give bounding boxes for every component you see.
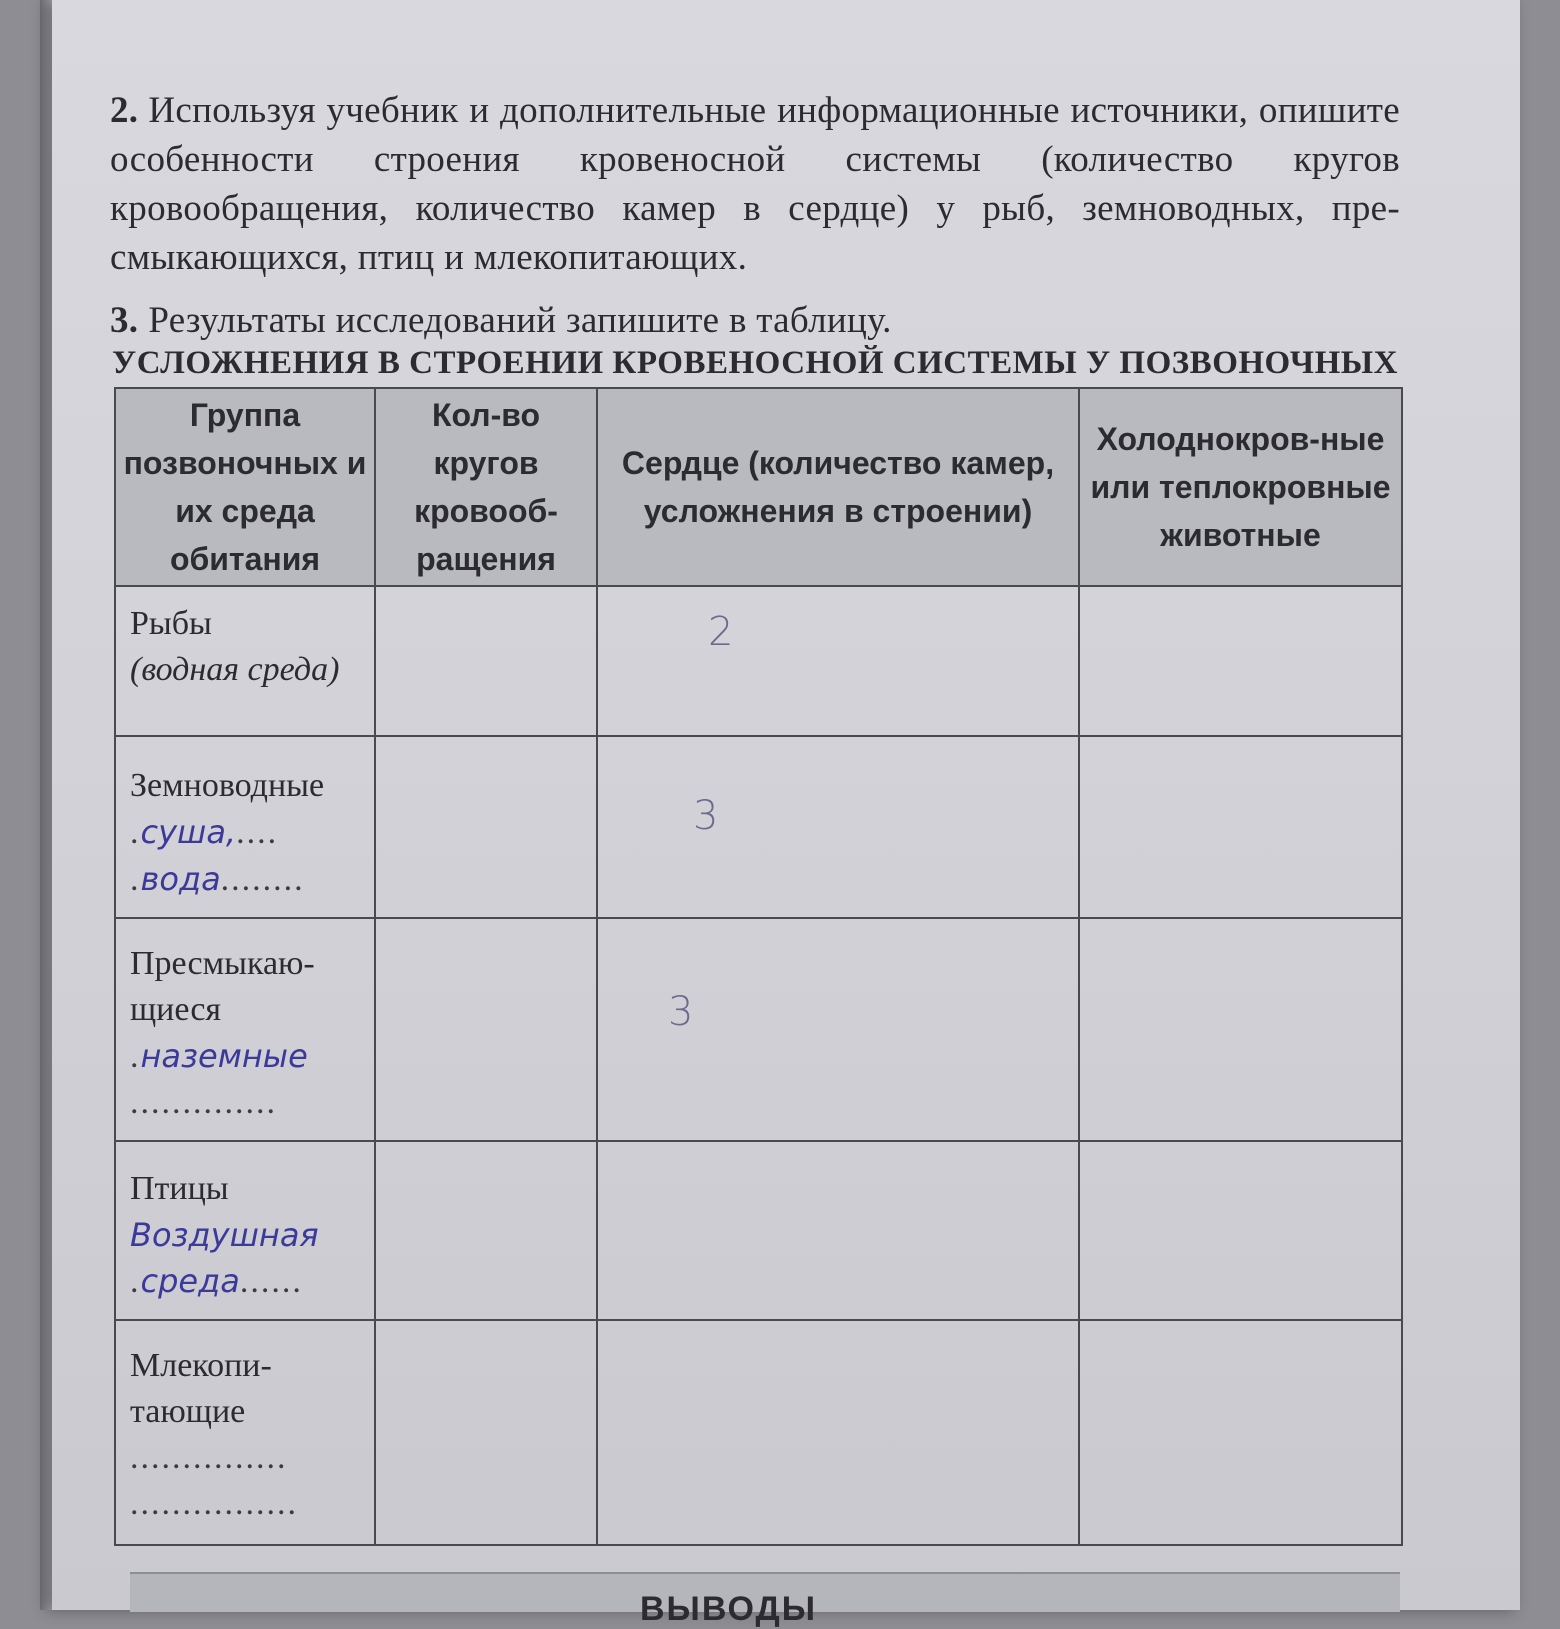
cell-group: Земноводные .суша,.... .вода........ (115, 736, 375, 918)
circulatory-system-table (114, 387, 1403, 1546)
table-row (115, 1141, 1402, 1320)
group-habitat: (водная среда) (130, 651, 340, 688)
cell-heart[interactable] (597, 736, 1079, 918)
cell-circulation[interactable] (375, 1141, 597, 1320)
task-3 (110, 296, 1400, 345)
cell-group: Пресмыкаю-щиеся .наземные .............. (115, 918, 375, 1141)
task-3-number: 3. (110, 300, 139, 341)
header-blood-temperature: Холоднокров-ные или теплокровные животные (1079, 388, 1402, 586)
header-group: Группа позвоночных и их среда обитания (115, 388, 375, 586)
task-2 (110, 86, 1400, 282)
table-row (115, 736, 1402, 918)
cell-heart[interactable] (597, 586, 1079, 736)
table-row (115, 1320, 1402, 1545)
cell-heart[interactable] (597, 1141, 1079, 1320)
conclusion-label: ВЫВОДЫ (640, 1590, 818, 1628)
group-name: Пресмыкаю-щиеся (130, 945, 315, 1028)
cell-group: Птицы Воздушная .среда...... (115, 1141, 375, 1320)
table-header-row (115, 388, 1402, 586)
table-title: УСЛОЖНЕНИЯ В СТРОЕНИИ КРОВЕНОСНОЙ СИСТЕМЫ У ПОЗВОНОЧНЫХ (112, 345, 1398, 381)
cell-temperature[interactable] (1079, 736, 1402, 918)
cell-heart[interactable] (597, 918, 1079, 1141)
cell-circulation[interactable] (375, 1320, 597, 1545)
handwritten-habitat: наземные (140, 1037, 308, 1075)
handwritten-note: 3 (693, 793, 719, 839)
dotted-line: .............. (130, 1084, 277, 1121)
page-edge (40, 0, 52, 1610)
header-circulation-count: Кол-во кругов кровооб-ращения (375, 388, 597, 586)
cell-heart[interactable] (597, 1320, 1079, 1545)
task-2-number: 2. (110, 90, 139, 131)
table-row (115, 918, 1402, 1141)
dotted-line: ............... (130, 1439, 288, 1476)
group-name: Рыбы (130, 605, 212, 642)
handwritten-habitat: среда (140, 1262, 240, 1300)
cell-circulation[interactable] (375, 736, 597, 918)
cell-group (115, 586, 375, 736)
cell-temperature[interactable] (1079, 586, 1402, 736)
handwritten-note: 3 (668, 989, 694, 1035)
handwritten-habitat: суша, (140, 813, 237, 851)
task-3-text: Результаты исследований запишите в таблицу. (148, 300, 892, 341)
handwritten-habitat: Воздушная (130, 1216, 319, 1254)
group-name: Птицы (130, 1170, 229, 1207)
cell-temperature[interactable] (1079, 918, 1402, 1141)
cell-temperature[interactable] (1079, 1320, 1402, 1545)
header-heart: Сердце (количество камер, усложнения в строении) (597, 388, 1079, 586)
handwritten-note: 2 (708, 609, 734, 655)
cell-temperature[interactable] (1079, 1141, 1402, 1320)
group-name: Млекопи-тающие (130, 1347, 272, 1430)
handwritten-habitat: вода (140, 860, 221, 898)
task-2-text: Используя учебник и дополнительные информационные источники, опишите особенности строения кровеносной системы (количество кругов кровообращения, количество камер в сердце) у рыб, земноводных, пре-смыкающихся, птиц и млекопитающих. (110, 90, 1400, 278)
cell-circulation[interactable] (375, 586, 597, 736)
cell-circulation[interactable] (375, 918, 597, 1141)
dotted-line: ................ (130, 1485, 298, 1522)
table-row (115, 586, 1402, 736)
cell-group (115, 1320, 375, 1545)
group-name: Земноводные (130, 767, 325, 804)
